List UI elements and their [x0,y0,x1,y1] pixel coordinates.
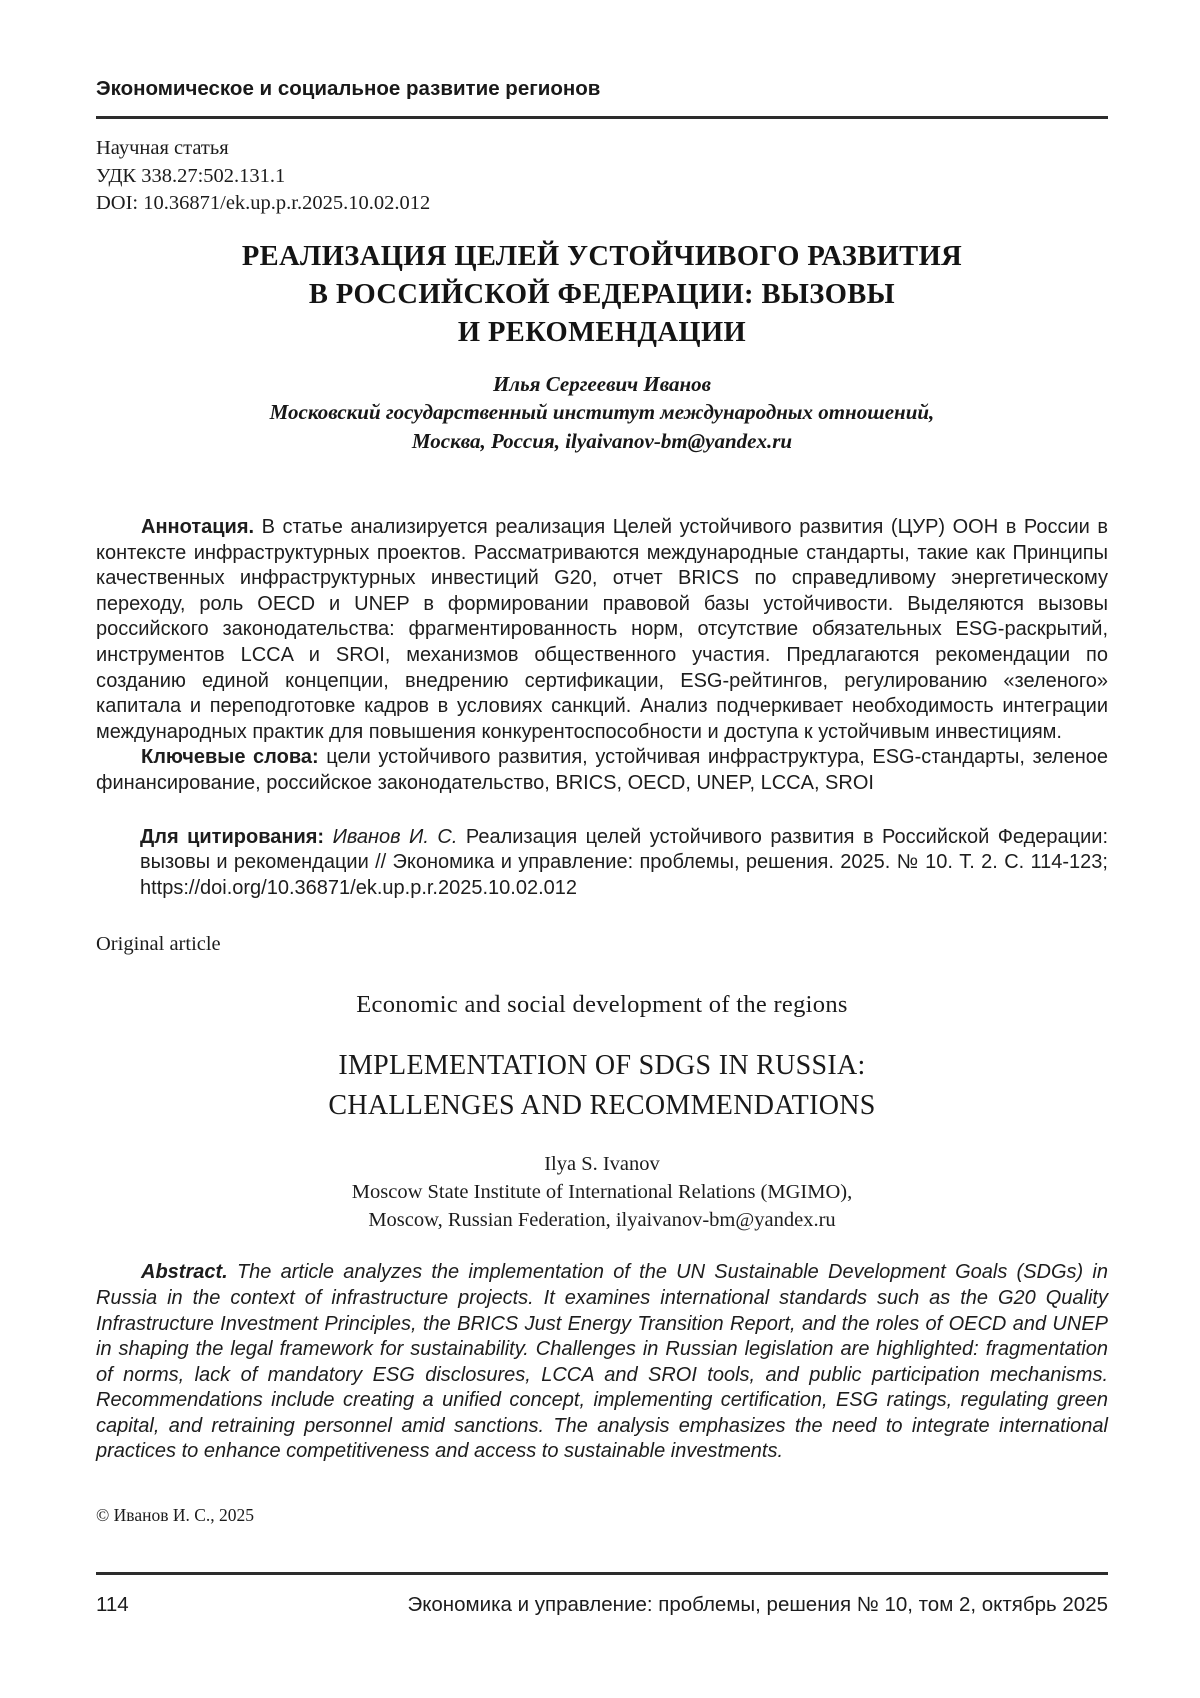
author-block-en [96,1150,1108,1234]
article-type-en: Original article [96,933,221,956]
abstract-en-label: Abstract. [141,1261,228,1284]
citation-author: Иванов И. С. [332,825,458,848]
article-title-ru [96,238,1108,352]
abstract-ru [96,515,1108,745]
abstract-en [96,1260,1108,1465]
author-block-ru [96,370,1108,456]
article-title-en-line2: CHALLENGES AND RECOMMENDATIONS [328,1090,876,1122]
affiliation-en-line2: Moscow, Russian Federation, ilyaivanov-bm@yandex.ru [368,1209,836,1232]
author-name-en: Ilya S. Ivanov [544,1153,660,1176]
affiliation-ru-line1: Московский государственный институт международных отношений, [269,400,935,424]
citation-block [96,825,1108,902]
udk-number: УДК 338.27:502.131.1 [96,164,286,187]
journal-section-header: Экономическое и социальное развитие регионов [96,77,601,100]
header-rule [96,116,1108,119]
page-footer [96,1572,1108,1617]
keywords-ru [96,745,1108,796]
keywords-ru-label: Ключевые слова: [141,746,319,769]
affiliation-ru-line2: Москва, Россия, ilyaivanov-bm@yandex.ru [411,428,793,453]
page-number: 114 [96,1593,129,1616]
abstract-en-text: The article analyzes the implementation of the UN Sustainable Development Goals (SDGs) in Russia in the context of infrastructure projects. It examines international standards such as the G20 Quality Infrastructure Investment Principles, the BRICS Just Energy Transition Report, and the roles of OECD and UNEP in shaping the legal framework for sustainability. Challenges in Russian legislation are highlighted: fragmentation of norms, lack of mandatory ESG disclosures, LCCA and SROI tools, and public participation mechanisms. Recommendations include creating a unified concept, implementing certification, ESG ratings, regulating green capital, and retraining personnel amid sanctions. The analysis emphasizes the need to integrate international practices to enhance competitiveness and access to sustainable investments. [96,1261,1109,1463]
doi-line: DOI: 10.36871/ek.up.p.r.2025.10.02.012 [96,192,431,214]
journal-footer-line: Экономика и управление: проблемы, решения № 10, том 2, октябрь 2025 [407,1593,1108,1616]
citation-text: Реализация целей устойчивого развития в Российской Федерации: вызовы и рекомендации // Экономика и управление: проблемы, решения. 2025. № 10. Т. 2. С. 114-123; https://doi.org/10.36871/ek.up.p.r.2025.10.02.012 [140,825,1109,899]
article-title-ru-line3: И РЕКОМЕНДАЦИИ [457,316,747,348]
article-meta [96,135,1108,218]
article-type-ru: Научная статья [96,137,229,159]
abstract-ru-label: Аннотация. [141,516,255,538]
citation-label: Для цитирования: [140,825,325,848]
affiliation-en-line1: Moscow State Institute of International Relations (MGIMO), [351,1181,853,1204]
page-content [0,76,1200,1526]
author-name-ru: Илья Сергеевич Иванов [492,371,712,396]
article-title-en [96,1046,1108,1126]
article-title-en-line1: IMPLEMENTATION OF SDGS IN RUSSIA: [338,1050,866,1082]
keywords-ru-text: цели устойчивого развития, устойчивая инфраструктура, ESG-стандарты, зеленое финансирование, российское законодательство, BRICS, OECD, UNEP, LCCA, SROI [96,746,1108,794]
abstract-ru-text: В статье анализируется реализация Целей устойчивого развития (ЦУР) ООН в России в контексте инфраструктурных проектов. Рассматриваются международные стандарты, такие как Принципы качественных инфраструктурных инвестиций G20, отчет BRICS по справедливому энергетическому переходу, роль OECD и UNEP в формировании правовой базы устойчивости. Выделяются вызовы российского законодательства: фрагментированность норм, отсутствие обязательных ESG-раскрытий, инструментов LCCA и SROI, механизмов общественного участия. Предлагаются рекомендации по созданию единой концепции, внедрению сертификации, ESG-рейтингов, регулированию «зеленого» капитала и переподготовке кадров в условиях санкций. Анализ подчеркивает необходимость интеграции международных практик для повышения конкурентоспособности и доступа к устойчивым инвестициям. [96,516,1109,743]
journal-section-header-en: Economic and social development of the regions [356,991,848,1019]
article-title-ru-line1: РЕАЛИЗАЦИЯ ЦЕЛЕЙ УСТОЙЧИВОГО РАЗВИТИЯ [241,240,963,272]
article-title-ru-line2: В РОССИЙСКОЙ ФЕДЕРАЦИИ: ВЫЗОВЫ [308,278,896,310]
copyright-line: © Иванов И. С., 2025 [96,1505,255,1526]
